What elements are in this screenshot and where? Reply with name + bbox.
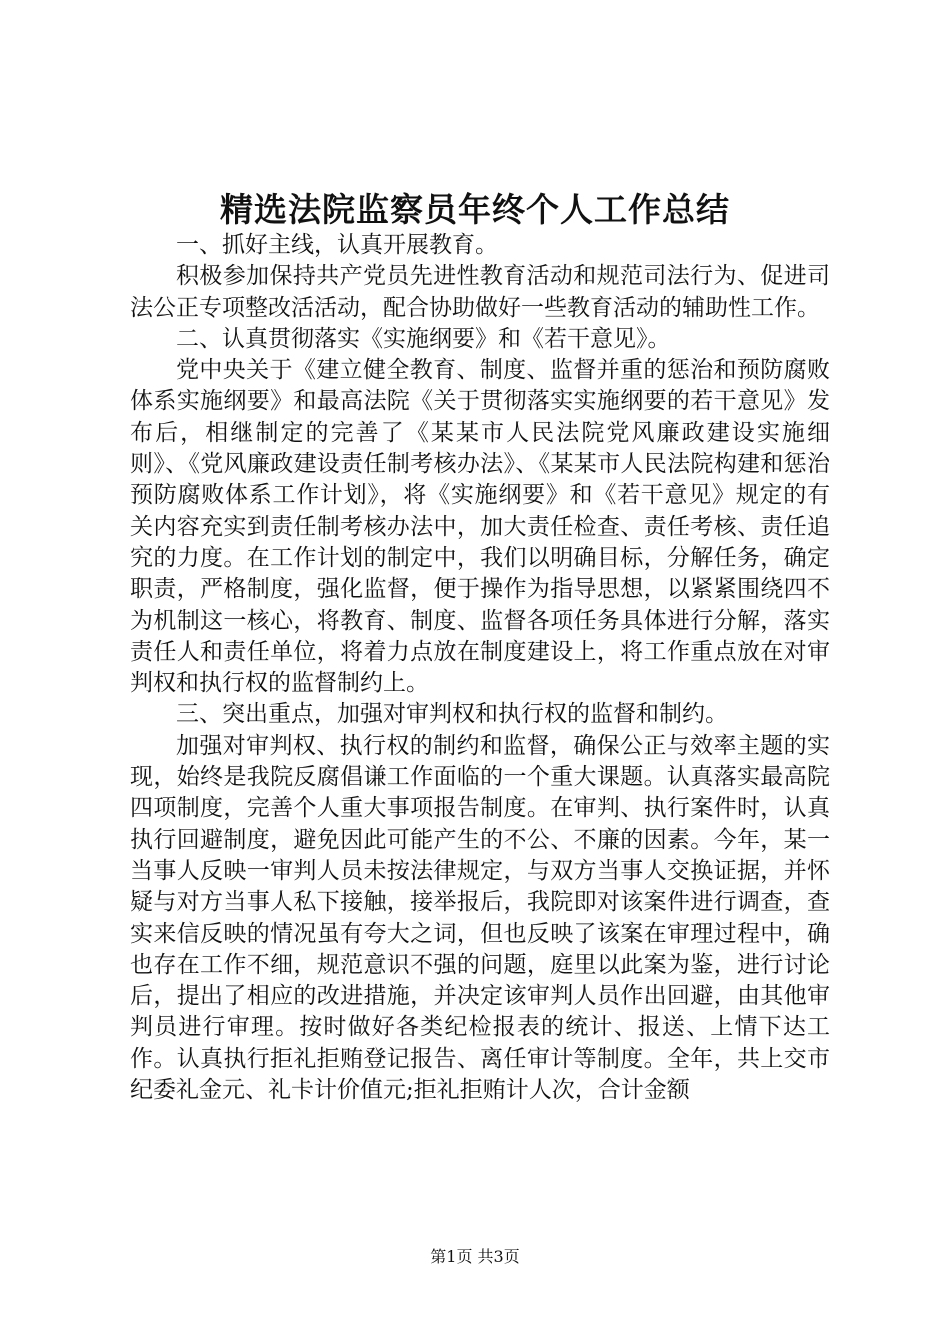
paragraph-section-3: 加强对审判权、执行权的制约和监督，确保公正与效率主题的实现，始终是我院反腐倡谦工作面临的一个重大课题。认真落实最高院四项制度，完善个人重大事项报告制度。在审判、执行案件时，认真执行回避制度，避免因此可能产生的不公、不廉的因素。今年，某一当事人反映一审判人员未按法律规定，与双方当事人交换证据，并怀疑与对方当事人私下接触，接举报后，我院即对该案件进行调查，查实来信反映的情况虽有夸大之词，但也反映了该案在审理过程中，确也存在工作不细，规范意识不强的问题，庭里以此案为鉴，进行讨论后，提出了相应的改进措施，并决定该审判人员作出回避，由其他审判员进行审理。按时做好各类纪检报表的统计、报送、上情下达工作。认真执行拒礼拒贿登记报告、离任审计等制度。全年，共上交市纪委礼金元、礼卡计价值元;拒礼拒贿计人次，合计金额 — [130, 732, 830, 1104]
heading-section-3: 三、突出重点，加强对审判权和执行权的监督和制约。 — [176, 701, 728, 728]
document-body — [130, 230, 830, 1106]
paragraph-section-1: 积极参加保持共产党员先进性教育活动和规范司法行为、促进司法公正专项整改活活动，配合协助做好一些教育活动的辅助性工作。 — [130, 263, 830, 321]
heading-section-1: 一、抓好主线，认真开展教育。 — [176, 232, 498, 258]
paragraph-section-2: 党中央关于《建立健全教育、制度、监督并重的惩治和预防腐败体系实施纲要》和最高法院《关于贯彻落实实施纲要的若干意见》发布后，相继制定的完善了《某某市人民法院党风廉政建设实施细则》、《党风廉政建设责任制考核办法》、《某某市人民法院构建和惩治预防腐败体系工作计划》，将《实施纲要》和《若干意见》规定的有关内容充实到责任制考核办法中，加大责任检查、责任考核、责任追究的力度。在工作计划的制定中，我们以明确目标，分解任务，确定职责，严格制度，强化监督，便于操作为指导思想，以紧紧围绕四不为机制这一核心，将教育、制度、监督各项任务具体进行分解，落实责任人和责任单位，将着力点放在制度建设上，将工作重点放在对审判权和执行权的监督制约上。 — [130, 357, 830, 697]
page-number: 第1页 共3页 — [430, 1247, 520, 1266]
heading-section-2: 二、认真贯彻落实《实施纲要》和《若干意见》。 — [176, 325, 671, 352]
document-title: 精选法院监察员年终个人工作总结 — [220, 190, 730, 229]
